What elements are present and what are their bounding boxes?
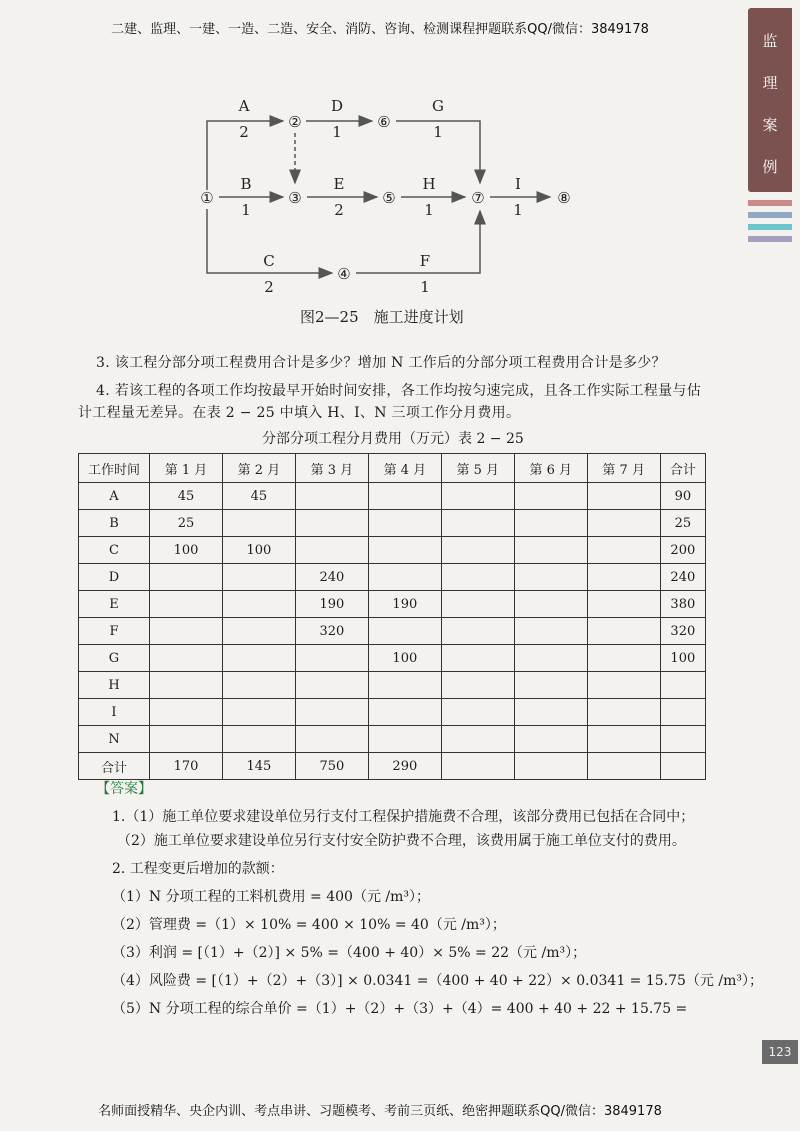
tab-char-2: 理 (762, 74, 778, 92)
table-cell: 45 (222, 483, 295, 510)
header-cell: 第 6 月 (514, 454, 587, 483)
table-cell (587, 510, 660, 537)
table-cell (587, 726, 660, 753)
table-cell: H (79, 672, 150, 699)
table-row (79, 618, 706, 645)
table-cell: 25 (150, 510, 223, 537)
edge-e-duration: 2 (334, 201, 344, 219)
edge-h-name: H (422, 175, 436, 193)
table-cell (295, 699, 368, 726)
edge-f (356, 211, 480, 273)
table-cell (441, 591, 514, 618)
answer-line: （3）利润 = [（1）+（2）] × 5% =（400 + 40）× 5% = 22（元 /m³）； (112, 945, 587, 961)
table-cell: 100 (222, 537, 295, 564)
table-row (79, 483, 706, 510)
question-4-line-1: 4. 若该工程的各项工作均按最早开始时间安排，各工作均按匀速完成，且各工作实际工程量与估 (96, 383, 702, 399)
node-1: ① (200, 189, 214, 207)
header-ad: 二建、监理、一建、一造、二造、安全、消防、咨询、检测课程押题联系QQ/微信：3849178 (111, 22, 649, 37)
table-cell (660, 699, 705, 726)
table-cell (660, 753, 705, 780)
table-cell: 合计 (79, 753, 150, 780)
header-cell: 工作时间 (79, 454, 150, 483)
table-cell (295, 483, 368, 510)
header-cell: 第 4 月 (368, 454, 441, 483)
table-cell (295, 537, 368, 564)
figure-caption: 图2—25 施工进度计划 (300, 308, 464, 326)
table-cell (222, 672, 295, 699)
header-cell: 第 7 月 (587, 454, 660, 483)
node-8: ⑧ (557, 189, 571, 207)
table-cell (441, 699, 514, 726)
table-cell: I (79, 699, 150, 726)
table-cell (295, 726, 368, 753)
table-row (79, 591, 706, 618)
color-strip-4 (748, 236, 792, 242)
table-title: 分部分项工程分月费用（万元）表 2 − 25 (262, 431, 524, 447)
table-cell (441, 726, 514, 753)
tab-char-4: 例 (762, 158, 778, 176)
header-cell: 第 2 月 (222, 454, 295, 483)
table-cell: C (79, 537, 150, 564)
tab-char-1: 监 (762, 32, 778, 50)
table-cell (368, 510, 441, 537)
answer-line: （5）N 分项工程的综合单价 =（1）+（2）+（3）+（4）= 400 + 40 + 22 + 15.75 = (112, 1001, 688, 1017)
table-cell (150, 591, 223, 618)
table-row (79, 672, 706, 699)
table-cell: 380 (660, 591, 705, 618)
table-cell (514, 672, 587, 699)
table-cell (514, 537, 587, 564)
table-cell (587, 672, 660, 699)
table-cell: 320 (660, 618, 705, 645)
edge-e-name: E (333, 175, 345, 193)
table-body (79, 483, 706, 780)
table-cell: 100 (660, 645, 705, 672)
table-cell: 320 (295, 618, 368, 645)
table-cell: 240 (295, 564, 368, 591)
table-cell (150, 672, 223, 699)
table-cell (295, 672, 368, 699)
table-cell (441, 753, 514, 780)
node-7: ⑦ (471, 189, 485, 207)
table-cell (150, 699, 223, 726)
table-cell: 170 (150, 753, 223, 780)
table-cell (222, 618, 295, 645)
table-cell (150, 726, 223, 753)
edge-i-name: I (515, 175, 521, 193)
table-cell (150, 618, 223, 645)
question-3: 3. 该工程分部分项工程费用合计是多少？增加 N 工作后的分部分项工程费用合计是多少？ (96, 355, 666, 371)
table-cell (441, 537, 514, 564)
table-cell (587, 618, 660, 645)
node-2: ② (288, 113, 302, 131)
footer-ad: 名师面授精华、央企内训、考点串讲、习题模考、考前三页纸、绝密押题联系QQ/微信：3849178 (98, 1104, 662, 1119)
color-strip-2 (748, 212, 792, 218)
edge-f-name: F (419, 252, 431, 270)
table-cell (441, 645, 514, 672)
table-cell (514, 618, 587, 645)
answer-line: （4）风险费 = [（1）+（2）+（3）] × 0.0341 =（400 + 40 + 22）× 0.0341 = 15.75（元 /m³）； (112, 973, 763, 989)
table-cell (441, 564, 514, 591)
table-cell: 90 (660, 483, 705, 510)
edge-d-duration: 1 (332, 123, 342, 141)
table-cell (368, 483, 441, 510)
table-cell (587, 591, 660, 618)
table-cell: D (79, 564, 150, 591)
table-cell (587, 699, 660, 726)
table-cell (295, 645, 368, 672)
question-4-line-2: 计工程量无差异。在表 2 − 25 中填入 H、I、N 三项工作分月费用。 (78, 405, 521, 421)
table-row (79, 726, 706, 753)
table-cell: F (79, 618, 150, 645)
table-header-row (79, 454, 706, 483)
edge-d-name: D (330, 97, 344, 115)
answer-line: 1.（1）施工单位要求建设单位另行支付工程保护措施费不合理，该部分费用已包括在合同中； (112, 809, 695, 825)
edge-f-duration: 1 (420, 278, 430, 296)
edge-b-name: B (240, 175, 252, 193)
table-cell (587, 483, 660, 510)
answer-heading: 【答案】 (96, 781, 152, 797)
table-cell (441, 618, 514, 645)
tab-char-3: 案 (762, 116, 778, 134)
table-cell (514, 510, 587, 537)
table-cell: E (79, 591, 150, 618)
table-cell: 100 (368, 645, 441, 672)
table-cell (514, 699, 587, 726)
table-cell (368, 564, 441, 591)
section-tab (748, 8, 792, 192)
table-cell: 200 (660, 537, 705, 564)
table-cell: 25 (660, 510, 705, 537)
table-row (79, 645, 706, 672)
table-cell (368, 618, 441, 645)
answer-line: （2）施工单位要求建设单位另行支付安全防护费不合理，该费用属于施工单位支付的费用。 (117, 833, 686, 849)
table-cell (368, 537, 441, 564)
table-cell (587, 645, 660, 672)
table-cell (222, 726, 295, 753)
table-cell: N (79, 726, 150, 753)
monthly-cost-table (78, 453, 706, 780)
table-row (79, 510, 706, 537)
table-cell (441, 483, 514, 510)
answer-line: （1）N 分项工程的工料机费用 = 400（元 /m³）； (112, 889, 431, 905)
table-cell (514, 483, 587, 510)
table-cell: 145 (222, 753, 295, 780)
table-cell (150, 645, 223, 672)
table-cell: 240 (660, 564, 705, 591)
table-cell: A (79, 483, 150, 510)
edge-a-duration: 2 (239, 123, 249, 141)
table-cell: B (79, 510, 150, 537)
table-cell: G (79, 645, 150, 672)
page-number: 123 (762, 1040, 798, 1064)
node-3: ③ (288, 189, 302, 207)
edge-h-duration: 1 (424, 201, 434, 219)
table-cell (150, 564, 223, 591)
answer-line: （2）管理费 =（1）× 10% = 400 × 10% = 40（元 /m³）； (112, 917, 506, 933)
table-cell (368, 726, 441, 753)
table-cell (514, 645, 587, 672)
header-cell: 第 3 月 (295, 454, 368, 483)
table-cell: 190 (295, 591, 368, 618)
table-cell (368, 699, 441, 726)
table-cell (660, 672, 705, 699)
color-strip-1 (748, 200, 792, 206)
edge-b-duration: 1 (241, 201, 251, 219)
table-cell: 190 (368, 591, 441, 618)
table-cell (587, 537, 660, 564)
edge-i-duration: 1 (513, 201, 523, 219)
node-4: ④ (337, 265, 351, 283)
network-diagram (180, 85, 600, 305)
node-5: ⑤ (382, 189, 396, 207)
table-cell: 290 (368, 753, 441, 780)
table-cell (222, 591, 295, 618)
table-cell (441, 510, 514, 537)
table-cell (441, 672, 514, 699)
table-cell: 45 (150, 483, 223, 510)
edge-c-name: C (263, 252, 275, 270)
table-row (79, 564, 706, 591)
header-cell: 合计 (660, 454, 705, 483)
table-cell (587, 564, 660, 591)
table-cell (222, 699, 295, 726)
table-cell (222, 510, 295, 537)
table-cell (514, 591, 587, 618)
header-cell: 第 1 月 (150, 454, 223, 483)
header-cell: 第 5 月 (441, 454, 514, 483)
table-cell (514, 564, 587, 591)
edge-a-name: A (238, 97, 250, 115)
table-cell (514, 726, 587, 753)
edge-g-duration: 1 (433, 123, 443, 141)
table-row (79, 699, 706, 726)
table-cell (222, 645, 295, 672)
table-cell: 100 (150, 537, 223, 564)
table-cell (295, 510, 368, 537)
edge-c-duration: 2 (264, 278, 274, 296)
table-cell (587, 753, 660, 780)
table-cell (660, 726, 705, 753)
edge-g-name: G (432, 97, 444, 115)
table-row (79, 537, 706, 564)
color-strip-3 (748, 224, 792, 230)
node-6: ⑥ (377, 113, 391, 131)
table-cell (514, 753, 587, 780)
table-row (79, 753, 706, 780)
table-cell (368, 672, 441, 699)
table-cell: 750 (295, 753, 368, 780)
answer-line: 2. 工程变更后增加的款额： (112, 861, 284, 877)
table-cell (222, 564, 295, 591)
